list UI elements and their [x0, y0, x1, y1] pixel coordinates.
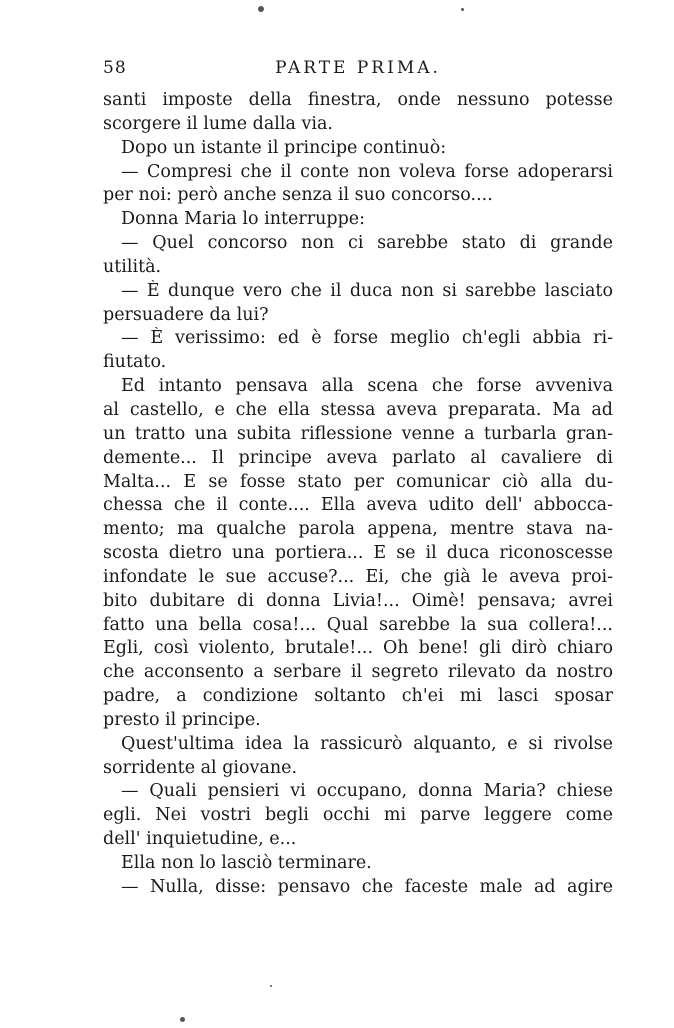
text-line: — È dunque vero che il duca non si sarebbe lasciato: [121, 280, 613, 301]
text-line: Malta... E se fosse stato per comunicar ciò alla du-: [103, 471, 613, 492]
text-line: chessa che il conte.... Ella aveva udito dell' abbocca-: [103, 495, 613, 516]
text-line: mento; ma qualche parola appena, mentre stava na-: [103, 519, 613, 540]
text-line: infondate le sue accuse?... Ei, che già le aveva proi-: [103, 566, 613, 587]
text-line: egli. Nei vostri begli occhi mi parve leggere come: [103, 805, 613, 826]
text-line: un tratto una subita riflessione venne a turbarla gran-: [103, 423, 613, 444]
text-line: al castello, e che ella stessa aveva preparata. Ma ad: [103, 399, 613, 420]
text-line: fiutato.: [103, 352, 167, 373]
text-line: sorridente al giovane.: [103, 757, 298, 778]
text-line: utilità.: [103, 256, 162, 277]
text-line: — Nulla, disse: pensavo che faceste male ad agire: [121, 876, 613, 897]
paper-speck: [180, 1017, 185, 1022]
text-line: Quest'ultima idea la rassicurò alquanto, e si rivolse: [121, 733, 613, 754]
text-line: Donna Maria lo interruppe:: [121, 209, 366, 230]
text-line: padre, a condizione soltanto ch'ei mi lasci sposar: [103, 686, 613, 707]
text-line: che acconsento a serbare il segreto rilevato da nostro: [103, 662, 613, 683]
text-line: Egli, così violento, brutale!... Oh bene! gli dirò chiaro: [103, 638, 613, 659]
text-line: scorgere il lume dalla via.: [103, 113, 333, 134]
body-text: [103, 89, 613, 900]
text-line: presto il principe.: [103, 709, 261, 730]
paper-speck: [270, 985, 272, 987]
page-number: 58: [103, 58, 127, 78]
page-header: [103, 58, 613, 82]
text-line: Ed intanto pensava alla scena che forse avveniva: [121, 376, 613, 397]
text-line: Ella non lo lasciò terminare.: [121, 853, 372, 873]
text-line: fatto una bella cosa!... Qual sarebbe la sua collera!...: [103, 614, 613, 635]
text-line: persuadere da lui?: [103, 304, 269, 325]
running-head: PARTE PRIMA.: [275, 58, 441, 78]
text-line: scosta dietro una portiera... E se il duca riconoscesse: [103, 543, 613, 564]
text-line: — Quel concorso non ci sarebbe stato di grande: [121, 233, 613, 254]
text-line: santi imposte della finestra, onde nessuno potesse: [103, 90, 613, 110]
text-line: demente... Il principe aveva parlato al cavaliere di: [103, 447, 613, 468]
paper-speck: [258, 6, 264, 12]
paper-speck: [461, 8, 464, 11]
text-line: per noi: però anche senza il suo concorso....: [103, 185, 493, 206]
text-line: bito dubitare di donna Livia!... Oimè! pensava; avrei: [103, 590, 613, 611]
text-line: — Compresi che il conte non voleva forse adoperarsi: [121, 161, 613, 182]
text-line: Dopo un istante il principe continuò:: [121, 137, 447, 158]
text-line: dell' inquietudine, e...: [103, 829, 297, 850]
text-line: — È verissimo: ed è forse meglio ch'egli abbia ri-: [121, 328, 613, 349]
text-line: — Quali pensieri vi occupano, donna Maria? chiese: [121, 781, 613, 802]
